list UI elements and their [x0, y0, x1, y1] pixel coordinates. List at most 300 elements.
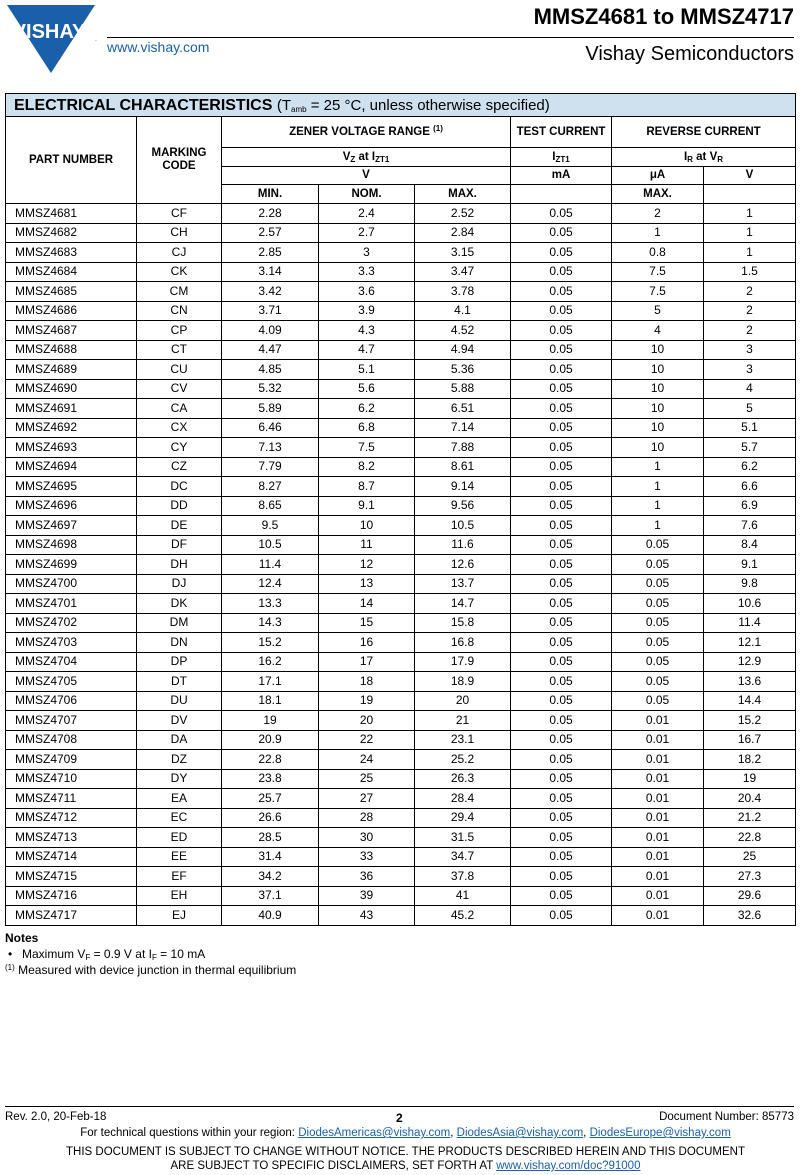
website-link[interactable]: www.vishay.com	[107, 39, 210, 55]
table-row	[6, 457, 796, 477]
table-cell: CV	[137, 379, 222, 399]
table-cell: 2	[704, 282, 796, 302]
table-cell: 5.89	[222, 399, 319, 419]
table-cell: 7.5	[612, 262, 704, 282]
table-cell: 11	[319, 535, 415, 555]
table-cell: 0.05	[511, 477, 612, 497]
table-cell: DN	[137, 633, 222, 653]
table-cell: 3.6	[319, 282, 415, 302]
subheader-min: MIN.	[222, 185, 319, 204]
table-cell: 8.4	[704, 535, 796, 555]
disclaimer: THIS DOCUMENT IS SUBJECT TO CHANGE WITHOUT NOTICE. THE PRODUCTS DESCRIBED HEREIN AND THIS DOCUMENT ARE SUBJECT TO SPECIFIC DISCLAIMERS, SET FORTH AT www.vishay.com/doc?91000	[66, 1146, 745, 1172]
table-cell: 4.09	[222, 321, 319, 341]
notes-title: Notes	[5, 931, 39, 945]
table-cell: 0.05	[511, 574, 612, 594]
table-cell: 20	[415, 691, 511, 711]
table-cell: DU	[137, 691, 222, 711]
table-cell: 0.05	[511, 555, 612, 575]
table-cell: 13.3	[222, 594, 319, 614]
table-cell: 0.05	[511, 750, 612, 770]
table-cell: 27	[319, 789, 415, 809]
table-cell: 0.05	[612, 613, 704, 633]
table-cell: 0.05	[511, 360, 612, 380]
table-cell: 18.1	[222, 691, 319, 711]
table-cell: 22.8	[222, 750, 319, 770]
table-cell: 13.6	[704, 672, 796, 692]
table-row	[6, 808, 796, 828]
table-cell: 0.05	[612, 555, 704, 575]
table-cell: EH	[137, 886, 222, 906]
table-cell: 43	[319, 906, 415, 926]
subheader-blank	[511, 185, 612, 204]
table-cell: 10.6	[704, 594, 796, 614]
table-cell: 22	[319, 730, 415, 750]
table-cell: 7.13	[222, 438, 319, 458]
table-cell: 4	[704, 379, 796, 399]
table-cell: 0.05	[511, 438, 612, 458]
unit-ua: μA	[612, 167, 704, 185]
table-cell: 0.05	[511, 204, 612, 224]
table-cell: 7.6	[704, 516, 796, 536]
table-cell: 0.05	[511, 730, 612, 750]
table-cell: 4.47	[222, 340, 319, 360]
header-vz-at-izt: $V_Z$ at $I_{ZT1}$	[222, 148, 511, 167]
table-cell: DT	[137, 672, 222, 692]
table-cell: 14	[319, 594, 415, 614]
table-cell: 1	[704, 223, 796, 243]
table-cell: 8.2	[319, 457, 415, 477]
table-cell: 1	[612, 457, 704, 477]
table-cell: MMSZ4693	[6, 438, 137, 458]
table-cell: 1	[612, 516, 704, 536]
page-number: 2	[396, 1111, 403, 1125]
table-cell: CZ	[137, 457, 222, 477]
table-row	[6, 906, 796, 926]
table-cell: 2.84	[415, 223, 511, 243]
table-cell: 25	[704, 847, 796, 867]
table-cell: 0.05	[511, 535, 612, 555]
table-cell: MMSZ4708	[6, 730, 137, 750]
unit-v: V	[222, 167, 511, 185]
table-cell: 30	[319, 828, 415, 848]
table-cell: 14.7	[415, 594, 511, 614]
email-europe-link[interactable]: DiodesEurope@vishay.com	[589, 1127, 731, 1139]
table-cell: 24	[319, 750, 415, 770]
table-row	[6, 672, 796, 692]
table-cell: DH	[137, 555, 222, 575]
revision: Rev. 2.0, 20-Feb-18	[5, 1111, 107, 1123]
table-cell: 19	[222, 711, 319, 731]
table-row	[6, 204, 796, 224]
table-cell: 10.5	[415, 516, 511, 536]
subheader-blank-vr	[704, 185, 796, 204]
table-cell: 0.01	[612, 769, 704, 789]
table-cell: 20.4	[704, 789, 796, 809]
table-cell: MMSZ4685	[6, 282, 137, 302]
table-cell: MMSZ4681	[6, 204, 137, 224]
table-row	[6, 828, 796, 848]
table-cell: 0.05	[511, 789, 612, 809]
table-cell: 3.42	[222, 282, 319, 302]
table-cell: 11.4	[222, 555, 319, 575]
table-cell: 5.1	[319, 360, 415, 380]
table-cell: 1	[612, 477, 704, 497]
table-cell: 28	[319, 808, 415, 828]
table-cell: 36	[319, 867, 415, 887]
table-cell: 0.01	[612, 847, 704, 867]
table-cell: MMSZ4705	[6, 672, 137, 692]
table-cell: 5.1	[704, 418, 796, 438]
table-cell: MMSZ4700	[6, 574, 137, 594]
table-cell: 0.05	[511, 847, 612, 867]
table-cell: 12.1	[704, 633, 796, 653]
header-zener-voltage-range: ZENER VOLTAGE RANGE $^{(1)}$	[222, 117, 511, 148]
table-cell: 10	[612, 340, 704, 360]
table-cell: CM	[137, 282, 222, 302]
table-row	[6, 711, 796, 731]
table-cell: DD	[137, 496, 222, 516]
table-cell: 18	[319, 672, 415, 692]
table-cell: 7.79	[222, 457, 319, 477]
table-cell: 32.6	[704, 906, 796, 926]
table-cell: 23.8	[222, 769, 319, 789]
table-cell: MMSZ4709	[6, 750, 137, 770]
table-cell: EJ	[137, 906, 222, 926]
table-cell: 34.2	[222, 867, 319, 887]
disclaimer-link[interactable]: www.vishay.com/doc?91000	[496, 1160, 641, 1172]
table-cell: 10	[319, 516, 415, 536]
table-cell: 0.05	[511, 243, 612, 263]
table-cell: 6.51	[415, 399, 511, 419]
table-cell: 25.7	[222, 789, 319, 809]
table-cell: CJ	[137, 243, 222, 263]
table-cell: 28.5	[222, 828, 319, 848]
table-row	[6, 243, 796, 263]
svg-text:.: .	[95, 36, 97, 43]
table-cell: 18.9	[415, 672, 511, 692]
table-cell: 4.1	[415, 301, 511, 321]
table-row	[6, 886, 796, 906]
table-row	[6, 321, 796, 341]
table-cell: 9.14	[415, 477, 511, 497]
table-cell: 5	[612, 301, 704, 321]
table-cell: 0.05	[511, 379, 612, 399]
table-cell: 15.2	[704, 711, 796, 731]
document-title: MMSZ4681 to MMSZ4717	[533, 4, 794, 29]
note-1: $^{(1)}$ Measured with device junction in thermal equilibrium	[5, 963, 297, 977]
table-cell: MMSZ4714	[6, 847, 137, 867]
table-cell: 0.05	[511, 223, 612, 243]
contact-line: For technical questions within your region: DiodesAmericas@vishay.com, DiodesAsia@vishay.com, DiodesEurope@vishay.com	[80, 1127, 731, 1139]
table-cell: 26.3	[415, 769, 511, 789]
table-row	[6, 535, 796, 555]
table-cell: 15.2	[222, 633, 319, 653]
table-cell: 0.05	[511, 633, 612, 653]
table-cell: 10	[612, 360, 704, 380]
table-cell: 0.05	[511, 906, 612, 926]
table-cell: 37.8	[415, 867, 511, 887]
table-cell: 12.9	[704, 652, 796, 672]
table-cell: 6.9	[704, 496, 796, 516]
company-name: Vishay Semiconductors	[585, 43, 794, 65]
table-cell: MMSZ4694	[6, 457, 137, 477]
table-cell: 0.05	[612, 691, 704, 711]
header-ir-at-vr: $I_R$ at $V_R$	[612, 148, 796, 167]
table-cell: 7.5	[612, 282, 704, 302]
table-cell: 16.7	[704, 730, 796, 750]
table-cell: 0.05	[612, 594, 704, 614]
table-cell: 29.6	[704, 886, 796, 906]
table-cell: 4.94	[415, 340, 511, 360]
table-cell: CP	[137, 321, 222, 341]
table-cell: 0.05	[511, 828, 612, 848]
table-title: ELECTRICAL CHARACTERISTICS ($T_{amb} = 25$ °C, unless otherwise specified)	[6, 94, 796, 117]
table-row	[6, 789, 796, 809]
table-cell: 12.4	[222, 574, 319, 594]
table-cell: 9.56	[415, 496, 511, 516]
table-cell: 10	[612, 438, 704, 458]
table-row	[6, 496, 796, 516]
table-row	[6, 867, 796, 887]
table-cell: 17.9	[415, 652, 511, 672]
table-cell: DM	[137, 613, 222, 633]
table-cell: MMSZ4716	[6, 886, 137, 906]
table-cell: 3.14	[222, 262, 319, 282]
table-cell: 5.32	[222, 379, 319, 399]
table-row	[6, 516, 796, 536]
table-cell: DP	[137, 652, 222, 672]
table-cell: 23.1	[415, 730, 511, 750]
table-cell: MMSZ4707	[6, 711, 137, 731]
table-cell: 9.8	[704, 574, 796, 594]
table-row	[6, 282, 796, 302]
table-row	[6, 613, 796, 633]
table-cell: 1	[612, 223, 704, 243]
header-reverse-current: REVERSE CURRENT	[612, 117, 796, 148]
table-cell: 33	[319, 847, 415, 867]
table-cell: 6.2	[319, 399, 415, 419]
table-cell: 40.9	[222, 906, 319, 926]
table-cell: MMSZ4711	[6, 789, 137, 809]
table-cell: MMSZ4703	[6, 633, 137, 653]
table-cell: 3.47	[415, 262, 511, 282]
table-cell: EC	[137, 808, 222, 828]
table-cell: 16	[319, 633, 415, 653]
email-americas-link[interactable]: DiodesAmericas@vishay.com	[298, 1127, 451, 1139]
table-cell: MMSZ4682	[6, 223, 137, 243]
electrical-characteristics-table	[5, 93, 796, 926]
table-cell: 26.6	[222, 808, 319, 828]
table-cell: 0.05	[511, 516, 612, 536]
table-row	[6, 262, 796, 282]
subheader-max: MAX.	[415, 185, 511, 204]
table-cell: 0.01	[612, 886, 704, 906]
table-cell: ED	[137, 828, 222, 848]
table-cell: MMSZ4701	[6, 594, 137, 614]
table-cell: 1	[704, 243, 796, 263]
table-cell: 1.5	[704, 262, 796, 282]
table-cell: 2.28	[222, 204, 319, 224]
table-cell: 14.4	[704, 691, 796, 711]
table-cell: MMSZ4692	[6, 418, 137, 438]
table-cell: 0.05	[511, 282, 612, 302]
table-cell: MMSZ4687	[6, 321, 137, 341]
table-cell: 8.27	[222, 477, 319, 497]
table-cell: MMSZ4698	[6, 535, 137, 555]
table-cell: 0.05	[511, 672, 612, 692]
table-cell: 10	[612, 418, 704, 438]
table-cell: 3.15	[415, 243, 511, 263]
table-cell: 2.4	[319, 204, 415, 224]
table-cell: 0.05	[511, 262, 612, 282]
table-row	[6, 750, 796, 770]
table-cell: 7.88	[415, 438, 511, 458]
vishay-logo	[5, 3, 97, 75]
table-cell: 2	[704, 301, 796, 321]
table-cell: 31.5	[415, 828, 511, 848]
table-cell: 18.2	[704, 750, 796, 770]
header-divider	[107, 37, 794, 38]
table-cell: DK	[137, 594, 222, 614]
table-cell: MMSZ4710	[6, 769, 137, 789]
table-cell: 7.5	[319, 438, 415, 458]
svg-text:VISHAY: VISHAY	[12, 21, 86, 43]
table-cell: MMSZ4699	[6, 555, 137, 575]
table-cell: 15	[319, 613, 415, 633]
table-cell: 39	[319, 886, 415, 906]
table-cell: 21.2	[704, 808, 796, 828]
table-row	[6, 574, 796, 594]
table-cell: 0.01	[612, 730, 704, 750]
table-cell: 11.6	[415, 535, 511, 555]
table-cell: 37.1	[222, 886, 319, 906]
document-number: Document Number: 85773	[659, 1111, 794, 1123]
table-cell: 2.85	[222, 243, 319, 263]
table-cell: MMSZ4717	[6, 906, 137, 926]
table-cell: 4.52	[415, 321, 511, 341]
header-test-current: TEST CURRENT	[511, 117, 612, 148]
table-cell: DY	[137, 769, 222, 789]
table-cell: 8.61	[415, 457, 511, 477]
table-cell: 0.05	[511, 613, 612, 633]
table-cell: MMSZ4702	[6, 613, 137, 633]
table-cell: CK	[137, 262, 222, 282]
table-cell: 13.7	[415, 574, 511, 594]
table-cell: 0.8	[612, 243, 704, 263]
table-cell: 0.05	[511, 594, 612, 614]
table-cell: CA	[137, 399, 222, 419]
unit-ma: mA	[511, 167, 612, 185]
table-cell: 9.1	[319, 496, 415, 516]
table-cell: 4.7	[319, 340, 415, 360]
table-cell: 31.4	[222, 847, 319, 867]
table-cell: 5.88	[415, 379, 511, 399]
table-body	[6, 204, 796, 926]
table-cell: 1	[704, 204, 796, 224]
table-cell: MMSZ4704	[6, 652, 137, 672]
table-cell: 4.85	[222, 360, 319, 380]
table-cell: 0.05	[511, 321, 612, 341]
table-cell: MMSZ4690	[6, 379, 137, 399]
table-cell: MMSZ4712	[6, 808, 137, 828]
note-bullet: • Maximum $V_F = 0.9$ V at $I_F = 10$ mA	[8, 947, 206, 962]
table-cell: 2.52	[415, 204, 511, 224]
table-cell: EF	[137, 867, 222, 887]
table-cell: MMSZ4695	[6, 477, 137, 497]
table-cell: CY	[137, 438, 222, 458]
table-cell: 2.7	[319, 223, 415, 243]
table-cell: 9.5	[222, 516, 319, 536]
table-cell: 17	[319, 652, 415, 672]
table-cell: MMSZ4688	[6, 340, 137, 360]
table-cell: 0.05	[612, 633, 704, 653]
table-cell: 0.01	[612, 906, 704, 926]
table-cell: 22.8	[704, 828, 796, 848]
table-cell: 6.46	[222, 418, 319, 438]
table-cell: 0.05	[511, 340, 612, 360]
table-cell: CN	[137, 301, 222, 321]
table-cell: 16.8	[415, 633, 511, 653]
table-cell: 29.4	[415, 808, 511, 828]
table-row	[6, 438, 796, 458]
table-cell: 9.1	[704, 555, 796, 575]
table-cell: CH	[137, 223, 222, 243]
table-row	[6, 360, 796, 380]
table-cell: MMSZ4689	[6, 360, 137, 380]
table-cell: MMSZ4715	[6, 867, 137, 887]
table-cell: MMSZ4696	[6, 496, 137, 516]
table-cell: 3	[704, 360, 796, 380]
table-cell: CT	[137, 340, 222, 360]
table-cell: 0.05	[511, 418, 612, 438]
table-cell: 0.05	[511, 457, 612, 477]
table-cell: 12	[319, 555, 415, 575]
table-cell: 3.3	[319, 262, 415, 282]
table-cell: 0.05	[511, 867, 612, 887]
table-row	[6, 399, 796, 419]
table-cell: CU	[137, 360, 222, 380]
table-row	[6, 691, 796, 711]
table-cell: 0.01	[612, 828, 704, 848]
table-row	[6, 594, 796, 614]
table-cell: 19	[319, 691, 415, 711]
table-cell: 27.3	[704, 867, 796, 887]
table-cell: EA	[137, 789, 222, 809]
table-cell: DC	[137, 477, 222, 497]
table-cell: 0.05	[511, 769, 612, 789]
table-cell: DA	[137, 730, 222, 750]
table-cell: 3	[704, 340, 796, 360]
table-cell: 0.05	[511, 301, 612, 321]
table-cell: 15.8	[415, 613, 511, 633]
table-cell: 13	[319, 574, 415, 594]
table-row	[6, 301, 796, 321]
table-row	[6, 418, 796, 438]
table-cell: MMSZ4684	[6, 262, 137, 282]
table-cell: 3.71	[222, 301, 319, 321]
email-asia-link[interactable]: DiodesAsia@vishay.com	[456, 1127, 584, 1139]
table-cell: 45.2	[415, 906, 511, 926]
table-cell: 34.7	[415, 847, 511, 867]
table-cell: 17.1	[222, 672, 319, 692]
table-cell: CF	[137, 204, 222, 224]
table-cell: 0.05	[511, 652, 612, 672]
table-cell: MMSZ4683	[6, 243, 137, 263]
table-cell: 25	[319, 769, 415, 789]
table-cell: DJ	[137, 574, 222, 594]
table-cell: 8.7	[319, 477, 415, 497]
table-cell: 10.5	[222, 535, 319, 555]
